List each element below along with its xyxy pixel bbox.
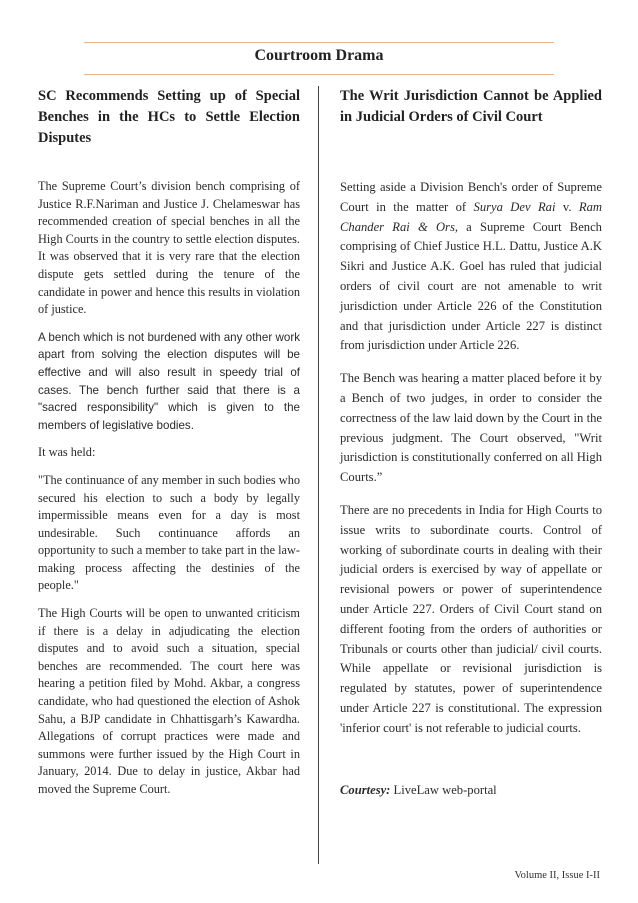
left-column: [38, 86, 300, 809]
footer-issue: Volume II, Issue I-II: [514, 870, 600, 881]
left-quote: "The continuance of any member in such bodies who secured his election to such a body by legally impermissible means even for a day is most undesirable. Such continuance affords an opportunity to such a member to take part in the law-making process affecting the destinies of the people.": [38, 472, 300, 593]
right-headline: The Writ Jurisdiction Cannot be Applied in Judicial Orders of Civil Court: [340, 88, 602, 125]
left-headline: SC Recommends Setting up of Special Benches in the HCs to Settle Election Disputes: [38, 88, 300, 146]
versus-text: v.: [555, 199, 579, 214]
column-divider: [318, 86, 319, 864]
right-p1-text-end: , a Supreme Court Bench comprising of Chief Justice H.L. Dattu, Justice A.K Sikri and Justice A.K. Goel has ruled that judicial orders of civil court are not amenable to writ jurisdiction under Article 226 of the Constitution and that jurisdiction under Article 227 is distinct from jurisdiction under Article 226.: [340, 219, 602, 353]
case-name-a: Surya Dev Rai: [473, 199, 556, 214]
section-title: Courtroom Drama: [254, 47, 384, 64]
courtesy-line: [340, 781, 602, 801]
title-rule-top: [84, 42, 554, 43]
left-paragraph: It was held:: [38, 445, 96, 460]
left-paragraph: The High Courts will be open to unwanted criticism if there is a delay in adjudicating the election disputes and to avoid such a situation, special benches are recommended. The court here was hearing a petition filed by Mohd. Akbar, a congress candidate, who had questioned the election of Ashok Sahu, a BJP candidate in Chhattisgarh’s Kawardha. Allegations of corrupt practices were made and summons were further issued by the High Court in January, 2014. Due to delay in justice, Akbar had moved the Supreme Court.: [38, 606, 300, 796]
right-paragraph: [340, 178, 602, 356]
right-paragraph: The Bench was hearing a matter placed before it by a Bench of two judges, in order to consider the correctness of the law laid down by the Court in the previous judgment. The Court observed, "Writ jurisdiction is constitutionally conferred on all High Courts.”: [340, 371, 602, 485]
left-paragraph: A bench which is not burdened with any other work apart from solving the election disputes will be effective and will also result in speedy trial of cases. The bench further said that there is a "sacred responsibility" which is given to the members of legislative bodies.: [38, 330, 300, 432]
title-rule-bottom: [84, 74, 554, 75]
courtesy-value: LiveLaw web-portal: [390, 782, 497, 797]
right-paragraph: There are no precedents in India for High Courts to issue writs to subordinate courts. Control of working of subordinate courts in dealing with their judicial orders is exercised by way of appellate or revisional powers or power of superintendence under Article 227. Orders of Civil Court stand on different footing from the orders of authorities or Tribunals or courts other than judicial/ civil courts. While appellate or revisional jurisdiction is regulated by statutes, power of superintendence under Article 227 is constitutional. The expression 'inferior court' is not referable to judicial courts.: [340, 502, 602, 735]
right-p1-text: Setting aside a Division Bench's order of Supreme Court in the matter of: [340, 180, 602, 214]
case-name-b: Ram Chander Rai & Ors: [340, 199, 602, 234]
courtesy-label: Courtesy:: [340, 782, 391, 797]
left-paragraph: The Supreme Court’s division bench comprising of Justice R.F.Nariman and Justice J. Chelameswar has recommended creation of special benches in all the High Courts in the country to settle election disputes. It was observed that it is very rare that the election dispute gets settled during the tenure of the candidate in power and hence this results in violation of justice.: [38, 179, 300, 317]
right-column: [340, 86, 602, 813]
